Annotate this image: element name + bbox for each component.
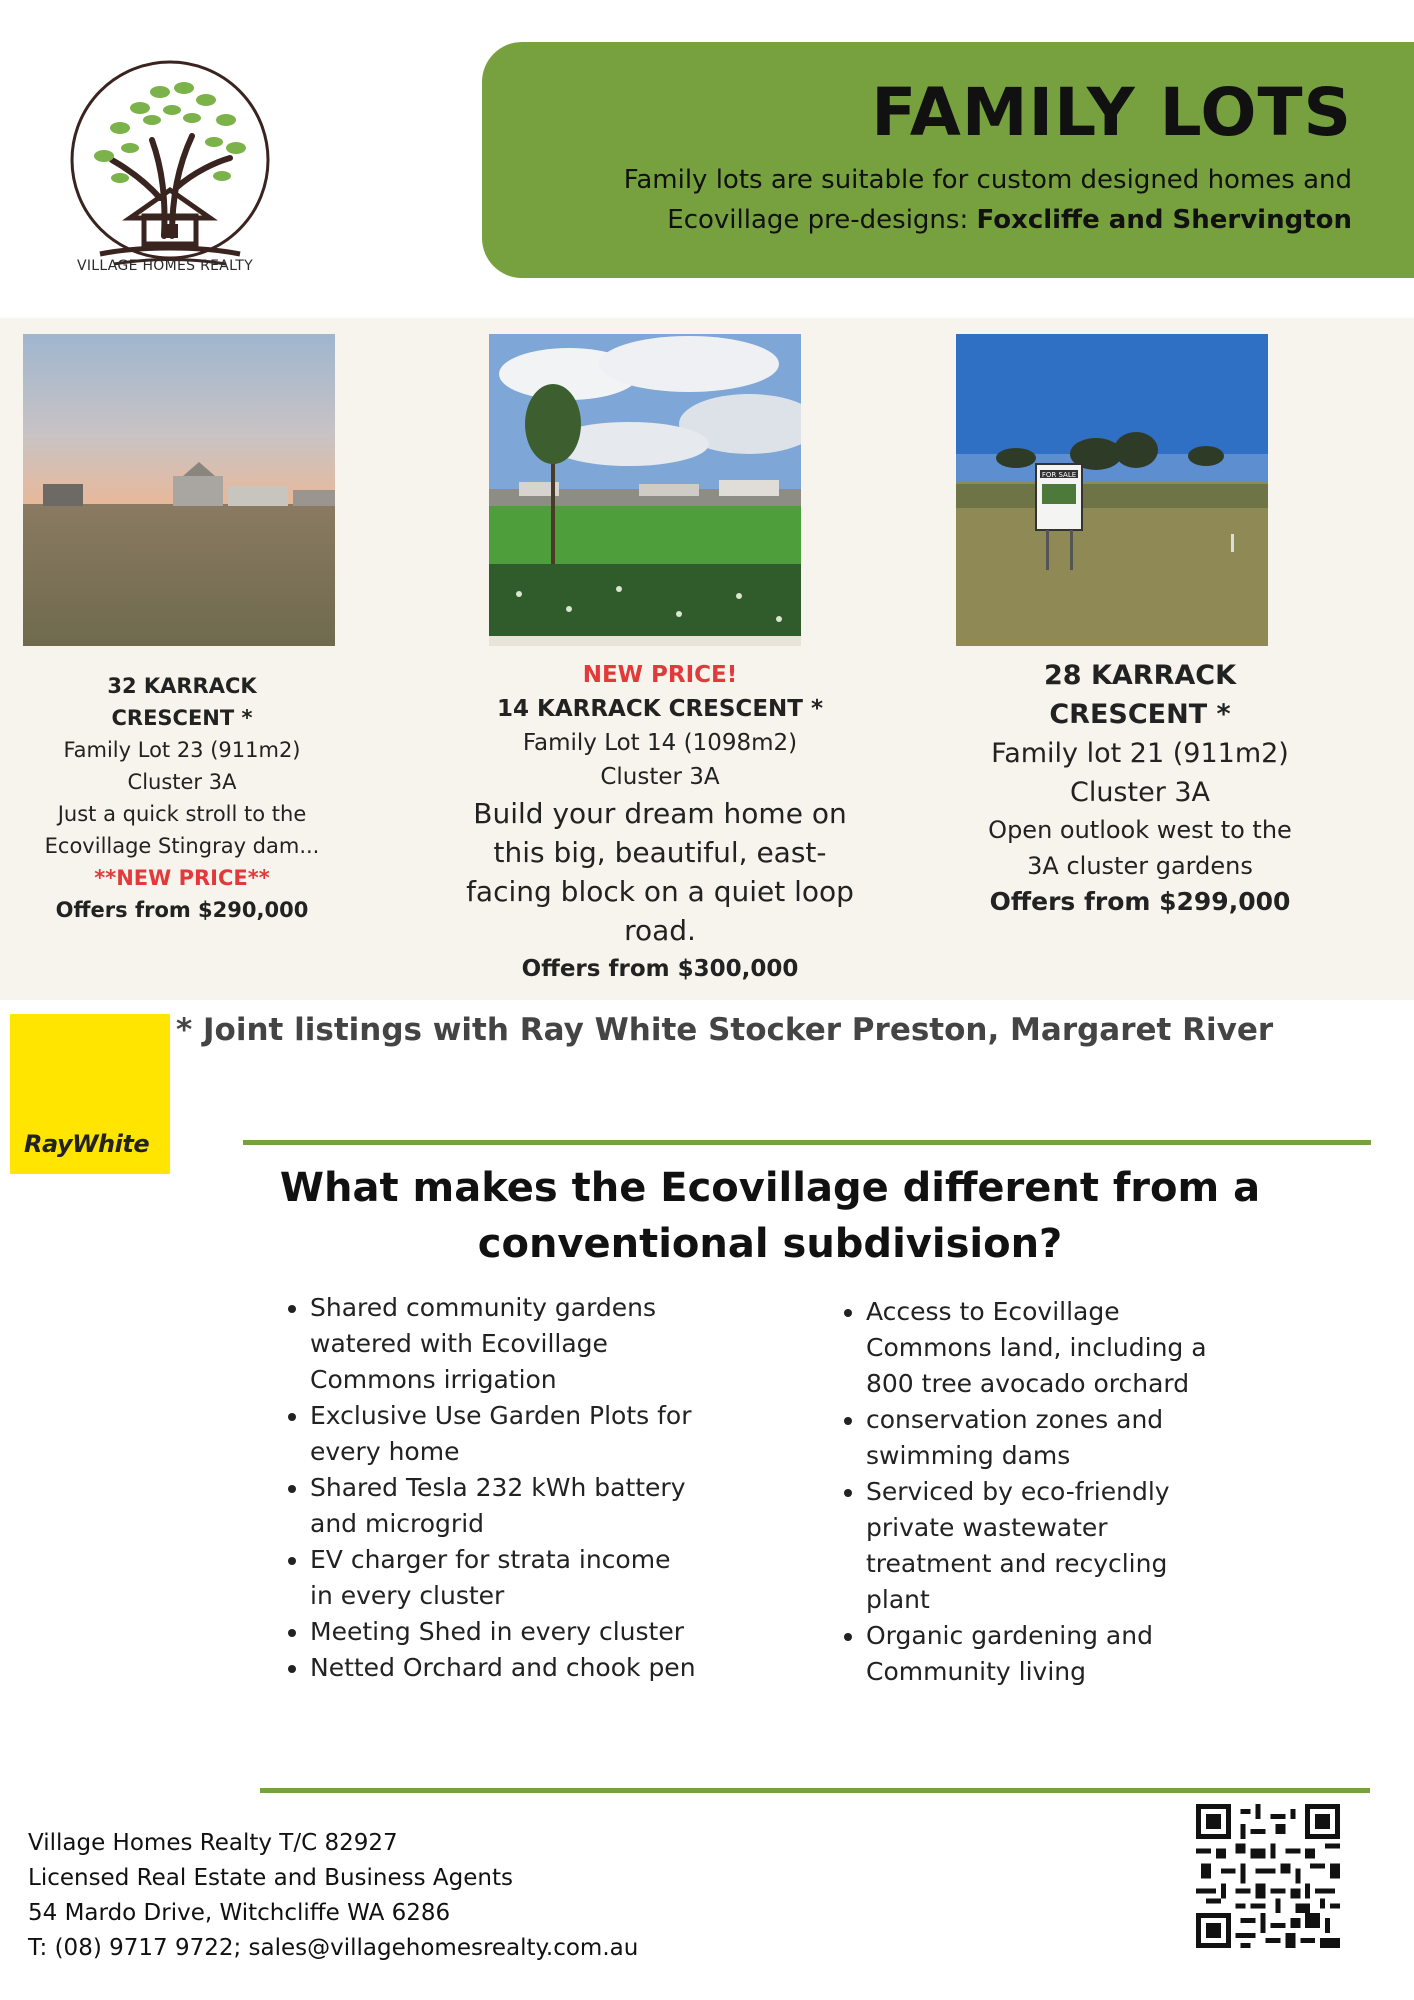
listing-1-desc-2: Ecovillage Stingray dam... (44, 834, 320, 858)
features-left-list (278, 1290, 698, 1686)
listing-3-address-line-2: CRESCENT * (1049, 699, 1231, 730)
listing-2-desc-4: road. (624, 914, 696, 947)
listing-card-1 (2, 670, 362, 926)
listing-1-new-price-badge: **NEW PRICE** (94, 866, 270, 890)
listing-3-address-line-1: 28 KARRACK (1043, 660, 1236, 691)
listing-1-offer: Offers from $290,000 (55, 898, 309, 922)
footer-contact (28, 1826, 638, 1966)
joint-listing-note: * Joint listings with Ray White Stocker Preston, Margaret River (176, 1012, 1274, 1048)
footer-line-4: T: (08) 9717 9722; sales@villagehomesrealty.com.au (28, 1935, 639, 1961)
feature-item: • Access to Ecovillage Commons land, including a 800 tree avocado orchard (866, 1294, 1234, 1402)
subtitle-prefix: Ecovillage pre-designs: (667, 205, 977, 235)
subtitle-bold: Foxcliffe and Shervington (976, 205, 1352, 235)
listing-card-3 (920, 656, 1360, 920)
footer-line-1: Village Homes Realty T/C 82927 (28, 1830, 398, 1856)
divider-bottom (260, 1788, 1370, 1793)
listing-1-lot: Family Lot 23 (911m2) (63, 738, 301, 762)
logo-text: VILLAGE HOMES REALTY (76, 258, 254, 274)
feature-item: • conservation zones and swimming dams (866, 1402, 1234, 1474)
listing-3-lot: Family lot 21 (911m2) (991, 738, 1289, 769)
listing-2-cluster: Cluster 3A (600, 764, 720, 790)
question-line-2: conventional subdivision? (477, 1221, 1063, 1267)
listing-2-offer: Offers from $300,000 (521, 956, 799, 982)
company-logo (60, 48, 280, 278)
listing-2-address: 14 KARRACK CRESCENT * (497, 696, 823, 722)
listing-photo-1 (23, 334, 335, 646)
listing-2-desc-3: facing block on a quiet loop (466, 875, 854, 908)
title-banner (482, 42, 1414, 278)
listing-2-desc-1: Build your dream home on (473, 797, 847, 830)
feature-item: • Shared community gardens watered with Ecovillage Commons irrigation (310, 1290, 698, 1398)
page-title: FAMILY LOTS (871, 74, 1352, 151)
listing-3-cluster: Cluster 3A (1069, 777, 1211, 808)
feature-item: • Shared Tesla 232 kWh battery and microgrid (310, 1470, 698, 1542)
listing-3-desc-1: Open outlook west to the (988, 816, 1292, 844)
feature-item: • Organic gardening and Community living (866, 1618, 1234, 1690)
qr-code-icon (1196, 1804, 1340, 1948)
listing-3-offer: Offers from $299,000 (989, 887, 1291, 916)
banner-subtitle (532, 160, 1352, 240)
listing-2-new-price-badge: NEW PRICE! (582, 662, 738, 688)
listing-photo-2 (489, 334, 801, 646)
divider-top (243, 1140, 1371, 1145)
footer-line-3: 54 Mardo Drive, Witchcliffe WA 6286 (28, 1900, 451, 1926)
listing-card-2 (430, 658, 890, 988)
raywhite-logo-text: RayWhite (24, 1130, 150, 1158)
subtitle-line-1: Family lots are suitable for custom designed homes and (623, 165, 1352, 195)
raywhite-logo (10, 1014, 170, 1174)
feature-item: • Meeting Shed in every cluster (310, 1614, 698, 1650)
listing-3-desc-2: 3A cluster gardens (1027, 852, 1253, 880)
listing-1-address-line-2: CRESCENT * (111, 706, 253, 730)
feature-item: • EV charger for strata income in every cluster (310, 1542, 698, 1614)
listing-2-lot: Family Lot 14 (1098m2) (522, 730, 798, 756)
for-sale-sign-text: FOR SALE (1041, 471, 1077, 479)
feature-item: • Exclusive Use Garden Plots for every home (310, 1398, 698, 1470)
listing-1-address-line-1: 32 KARRACK (107, 674, 257, 698)
listing-1-cluster: Cluster 3A (127, 770, 237, 794)
question-line-1: What makes the Ecovillage different from a (279, 1165, 1261, 1211)
listing-2-desc-2: this big, beautiful, east- (493, 836, 827, 869)
features-right-column (834, 1294, 1234, 1690)
feature-item: • Netted Orchard and chook pen (310, 1650, 698, 1686)
section-question (240, 1160, 1300, 1272)
feature-item: • Serviced by eco-friendly private wastewater treatment and recycling plant (866, 1474, 1234, 1618)
listing-photo-3 (956, 334, 1268, 646)
listing-1-desc-1: Just a quick stroll to the (57, 802, 307, 826)
subtitle-line-2 (532, 200, 1352, 240)
features-left-column (278, 1290, 698, 1686)
footer-line-2: Licensed Real Estate and Business Agents (28, 1865, 513, 1891)
features-right-list (834, 1294, 1234, 1690)
tree-house-logo-icon (60, 48, 280, 278)
